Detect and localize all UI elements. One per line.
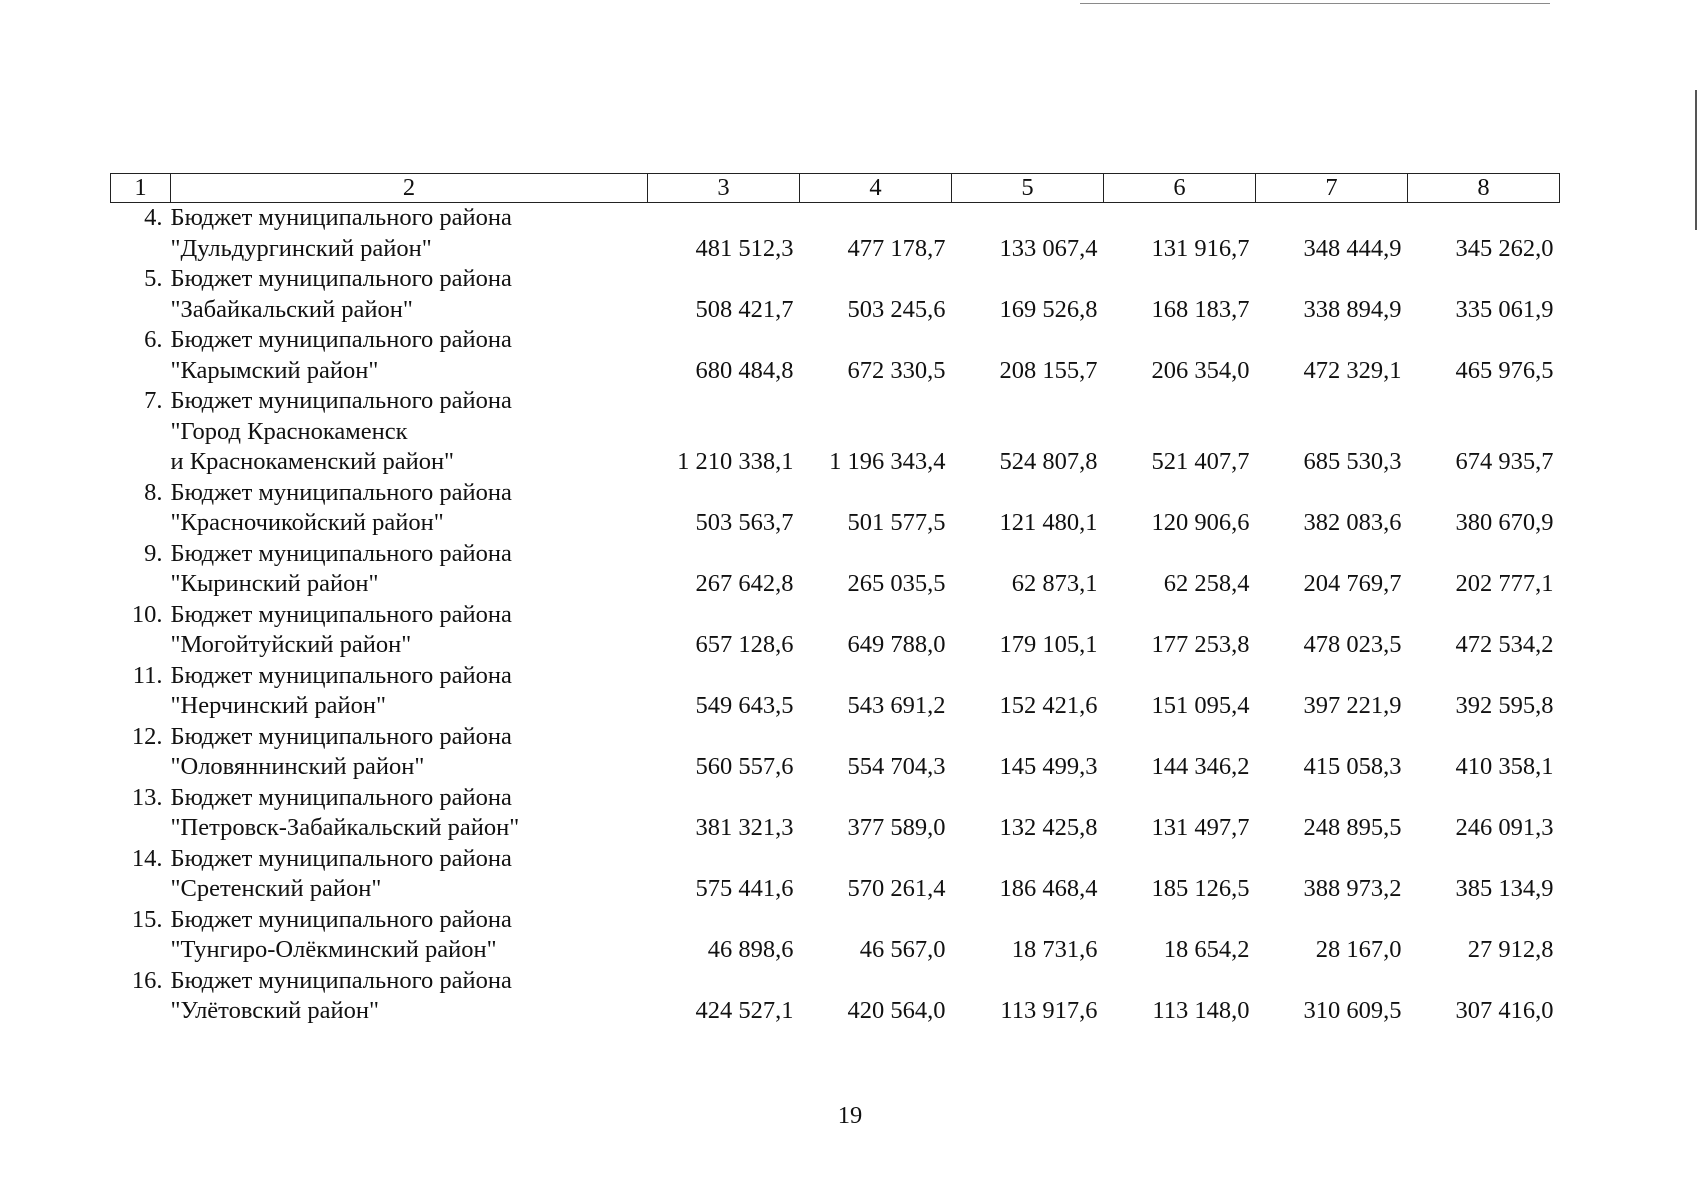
budget-name-line: "Карымский район" (170, 356, 379, 384)
value-cell-col-3: 508 421,7 (695, 295, 794, 323)
value-cell-col-5: 113 917,6 (1000, 997, 1098, 1024)
value-cell-col-8: 465 976,5 (1455, 356, 1554, 384)
value-cell-col-6: 521 407,7 (1151, 448, 1250, 475)
table-row (111, 539, 1560, 600)
budget-name-cell (171, 539, 648, 600)
budget-name-line: "Забайкальский район" (170, 295, 413, 323)
value-cell-col-4: 377 589,0 (847, 814, 946, 841)
budget-name-line: "Город Краснокаменск (170, 417, 408, 445)
column-header: 3 (648, 174, 800, 203)
value-cell-col-8: 410 358,1 (1455, 753, 1554, 780)
budget-name-cell (171, 203, 648, 265)
table-row (111, 386, 1560, 478)
scan-artifact-edge (1695, 90, 1697, 230)
budget-name-line: Бюджет муниципального района (170, 204, 512, 231)
value-cell-col-3: 1 210 338,1 (677, 448, 794, 475)
value-cell-col-6: 168 183,7 (1151, 295, 1250, 323)
row-number: 13. (131, 783, 163, 811)
table-row (111, 844, 1560, 905)
value-cell-col-3: 481 512,3 (695, 234, 794, 262)
value-cell-col-3: 549 643,5 (695, 692, 794, 719)
value-cell-col-5: 62 873,1 (1011, 570, 1098, 597)
value-cell-col-6: 113 148,0 (1152, 997, 1250, 1024)
value-cell-col-3: 381 321,3 (695, 814, 794, 841)
value-cell-col-4: 503 245,6 (847, 295, 946, 323)
row-number: 11. (132, 661, 163, 689)
value-cell-col-7: 248 895,5 (1303, 814, 1402, 841)
value-cell-col-4: 649 788,0 (847, 631, 946, 658)
budget-name-cell (171, 905, 648, 966)
column-header: 2 (171, 174, 648, 203)
value-cell-col-7: 204 769,7 (1303, 570, 1402, 597)
table-row (111, 478, 1560, 539)
value-cell-col-8: 380 670,9 (1455, 509, 1554, 536)
value-cell-col-3: 575 441,6 (695, 875, 794, 902)
row-number: 7. (144, 387, 163, 414)
value-cell-col-7: 397 221,9 (1303, 692, 1402, 719)
value-cell-col-7: 382 083,6 (1303, 509, 1402, 536)
value-cell-col-3: 560 557,6 (695, 753, 794, 780)
value-cell-col-4: 420 564,0 (847, 997, 946, 1024)
value-cell-col-5: 121 480,1 (999, 509, 1098, 536)
value-cell-col-8: 335 061,9 (1455, 295, 1554, 323)
budget-name-line: Бюджет муниципального района (170, 326, 512, 353)
scan-artifact-line (1080, 3, 1550, 4)
row-number: 5. (144, 265, 163, 292)
value-cell-col-4: 46 567,0 (859, 936, 946, 963)
value-cell-col-7: 348 444,9 (1303, 234, 1402, 262)
budget-name-line: "Кыринский район" (170, 570, 379, 597)
budget-name-line: Бюджет муниципального района (170, 539, 512, 567)
budget-name-line: "Красночикойский район" (170, 509, 444, 536)
budget-name-cell (171, 478, 648, 539)
budget-name-cell (171, 844, 648, 905)
column-header: 1 (111, 174, 171, 203)
column-header: 5 (952, 174, 1104, 203)
value-cell-col-4: 554 704,3 (847, 753, 946, 780)
column-header: 8 (1408, 174, 1560, 203)
budget-name-line: Бюджет муниципального района (170, 783, 512, 811)
column-header: 6 (1104, 174, 1256, 203)
column-number-header-row (111, 174, 1560, 203)
budget-name-line: "Могойтуйский район" (170, 631, 412, 658)
budget-name-cell (171, 386, 648, 478)
table-row (111, 905, 1560, 966)
value-cell-col-3: 680 484,8 (695, 356, 794, 384)
value-cell-col-8: 392 595,8 (1455, 692, 1554, 719)
value-cell-col-3: 657 128,6 (695, 631, 794, 658)
value-cell-col-7: 388 973,2 (1303, 875, 1402, 902)
row-number: 9. (144, 539, 163, 567)
budget-name-line: Бюджет муниципального района (170, 600, 512, 628)
value-cell-col-8: 202 777,1 (1455, 570, 1554, 597)
value-cell-col-5: 524 807,8 (999, 448, 1098, 475)
value-cell-col-7: 338 894,9 (1303, 295, 1402, 323)
value-cell-col-7: 472 329,1 (1303, 356, 1402, 384)
table-row (111, 783, 1560, 844)
table-row (111, 264, 1560, 325)
column-header: 4 (800, 174, 952, 203)
budget-name-line: Бюджет муниципального района (170, 478, 512, 506)
column-header: 7 (1256, 174, 1408, 203)
row-number: 12. (131, 722, 163, 750)
value-cell-col-4: 477 178,7 (847, 234, 946, 262)
value-cell-col-4: 265 035,5 (847, 570, 946, 597)
value-cell-col-8: 246 091,3 (1455, 814, 1554, 841)
value-cell-col-7: 310 609,5 (1303, 997, 1402, 1024)
budget-name-cell (171, 722, 648, 783)
budget-name-cell (171, 783, 648, 844)
budget-name-line: "Нерчинский район" (170, 692, 386, 719)
budget-name-cell (171, 264, 648, 325)
budget-name-line: "Улётовский район" (170, 997, 379, 1024)
value-cell-col-4: 501 577,5 (847, 509, 946, 536)
budget-name-line: "Сретенский район" (170, 875, 382, 902)
value-cell-col-8: 472 534,2 (1455, 631, 1554, 658)
value-cell-col-5: 18 731,6 (1011, 936, 1098, 963)
value-cell-col-6: 18 654,2 (1163, 936, 1250, 963)
budget-name-line: Бюджет муниципального района (170, 661, 512, 689)
value-cell-col-6: 177 253,8 (1151, 631, 1250, 658)
value-cell-col-3: 267 642,8 (695, 570, 794, 597)
value-cell-col-5: 152 421,6 (999, 692, 1098, 719)
budget-name-cell (171, 325, 648, 386)
value-cell-col-6: 151 095,4 (1151, 692, 1250, 719)
budget-name-line: и Краснокаменский район" (170, 448, 455, 475)
value-cell-col-5: 186 468,4 (999, 875, 1098, 902)
value-cell-col-7: 415 058,3 (1303, 753, 1402, 780)
budget-name-line: Бюджет муниципального района (170, 722, 512, 750)
budget-name-line: "Тунгиро-Олёкминский район" (170, 936, 497, 963)
table-row (111, 203, 1560, 265)
value-cell-col-6: 144 346,2 (1151, 753, 1250, 780)
row-number: 16. (131, 966, 163, 994)
value-cell-col-6: 120 906,6 (1151, 509, 1250, 536)
budget-name-line: "Дульдургинский район" (170, 234, 432, 262)
value-cell-col-4: 543 691,2 (847, 692, 946, 719)
table-row (111, 661, 1560, 722)
table-row (111, 600, 1560, 661)
budget-name-line: "Оловяннинский район" (170, 753, 425, 780)
value-cell-col-3: 503 563,7 (695, 509, 794, 536)
budget-name-line: Бюджет муниципального района (170, 966, 512, 994)
value-cell-col-6: 62 258,4 (1163, 570, 1250, 597)
table-row (111, 722, 1560, 783)
value-cell-col-7: 685 530,3 (1303, 448, 1402, 475)
value-cell-col-3: 424 527,1 (695, 997, 794, 1024)
value-cell-col-8: 385 134,9 (1455, 875, 1554, 902)
value-cell-col-8: 674 935,7 (1455, 448, 1554, 475)
value-cell-col-5: 169 526,8 (999, 295, 1098, 323)
value-cell-col-6: 131 916,7 (1151, 234, 1250, 262)
value-cell-col-5: 133 067,4 (999, 234, 1098, 262)
value-cell-col-5: 179 105,1 (999, 631, 1098, 658)
value-cell-col-5: 208 155,7 (999, 356, 1098, 384)
value-cell-col-7: 478 023,5 (1303, 631, 1402, 658)
page-number: 19 (837, 1102, 863, 1129)
budget-name-cell (171, 966, 648, 1027)
budget-table (110, 173, 1560, 1027)
value-cell-col-6: 185 126,5 (1151, 875, 1250, 902)
row-number: 10. (131, 600, 163, 628)
value-cell-col-4: 672 330,5 (847, 356, 946, 384)
budget-name-line: Бюджет муниципального района (170, 265, 512, 292)
value-cell-col-7: 28 167,0 (1315, 936, 1402, 963)
row-number: 8. (144, 478, 163, 506)
row-number: 6. (144, 326, 163, 353)
budget-name-line: "Петровск-Забайкальский район" (170, 814, 520, 841)
value-cell-col-4: 1 196 343,4 (829, 448, 946, 475)
value-cell-col-8: 27 912,8 (1467, 936, 1554, 963)
value-cell-col-3: 46 898,6 (707, 936, 794, 963)
table-body (111, 203, 1560, 1027)
value-cell-col-5: 132 425,8 (999, 814, 1098, 841)
value-cell-col-6: 206 354,0 (1151, 356, 1250, 384)
value-cell-col-8: 307 416,0 (1455, 997, 1554, 1024)
table-row (111, 966, 1560, 1027)
row-number: 15. (131, 905, 163, 933)
budget-name-cell (171, 661, 648, 722)
value-cell-col-4: 570 261,4 (847, 875, 946, 902)
budget-name-line: Бюджет муниципального района (170, 844, 512, 872)
row-number: 4. (144, 204, 163, 231)
budget-name-cell (171, 600, 648, 661)
value-cell-col-8: 345 262,0 (1455, 234, 1554, 262)
value-cell-col-5: 145 499,3 (999, 753, 1098, 780)
table-row (111, 325, 1560, 386)
value-cell-col-6: 131 497,7 (1151, 814, 1250, 841)
budget-name-line: Бюджет муниципального района (170, 905, 512, 933)
budget-name-line: Бюджет муниципального района (170, 387, 512, 414)
row-number: 14. (131, 844, 163, 872)
